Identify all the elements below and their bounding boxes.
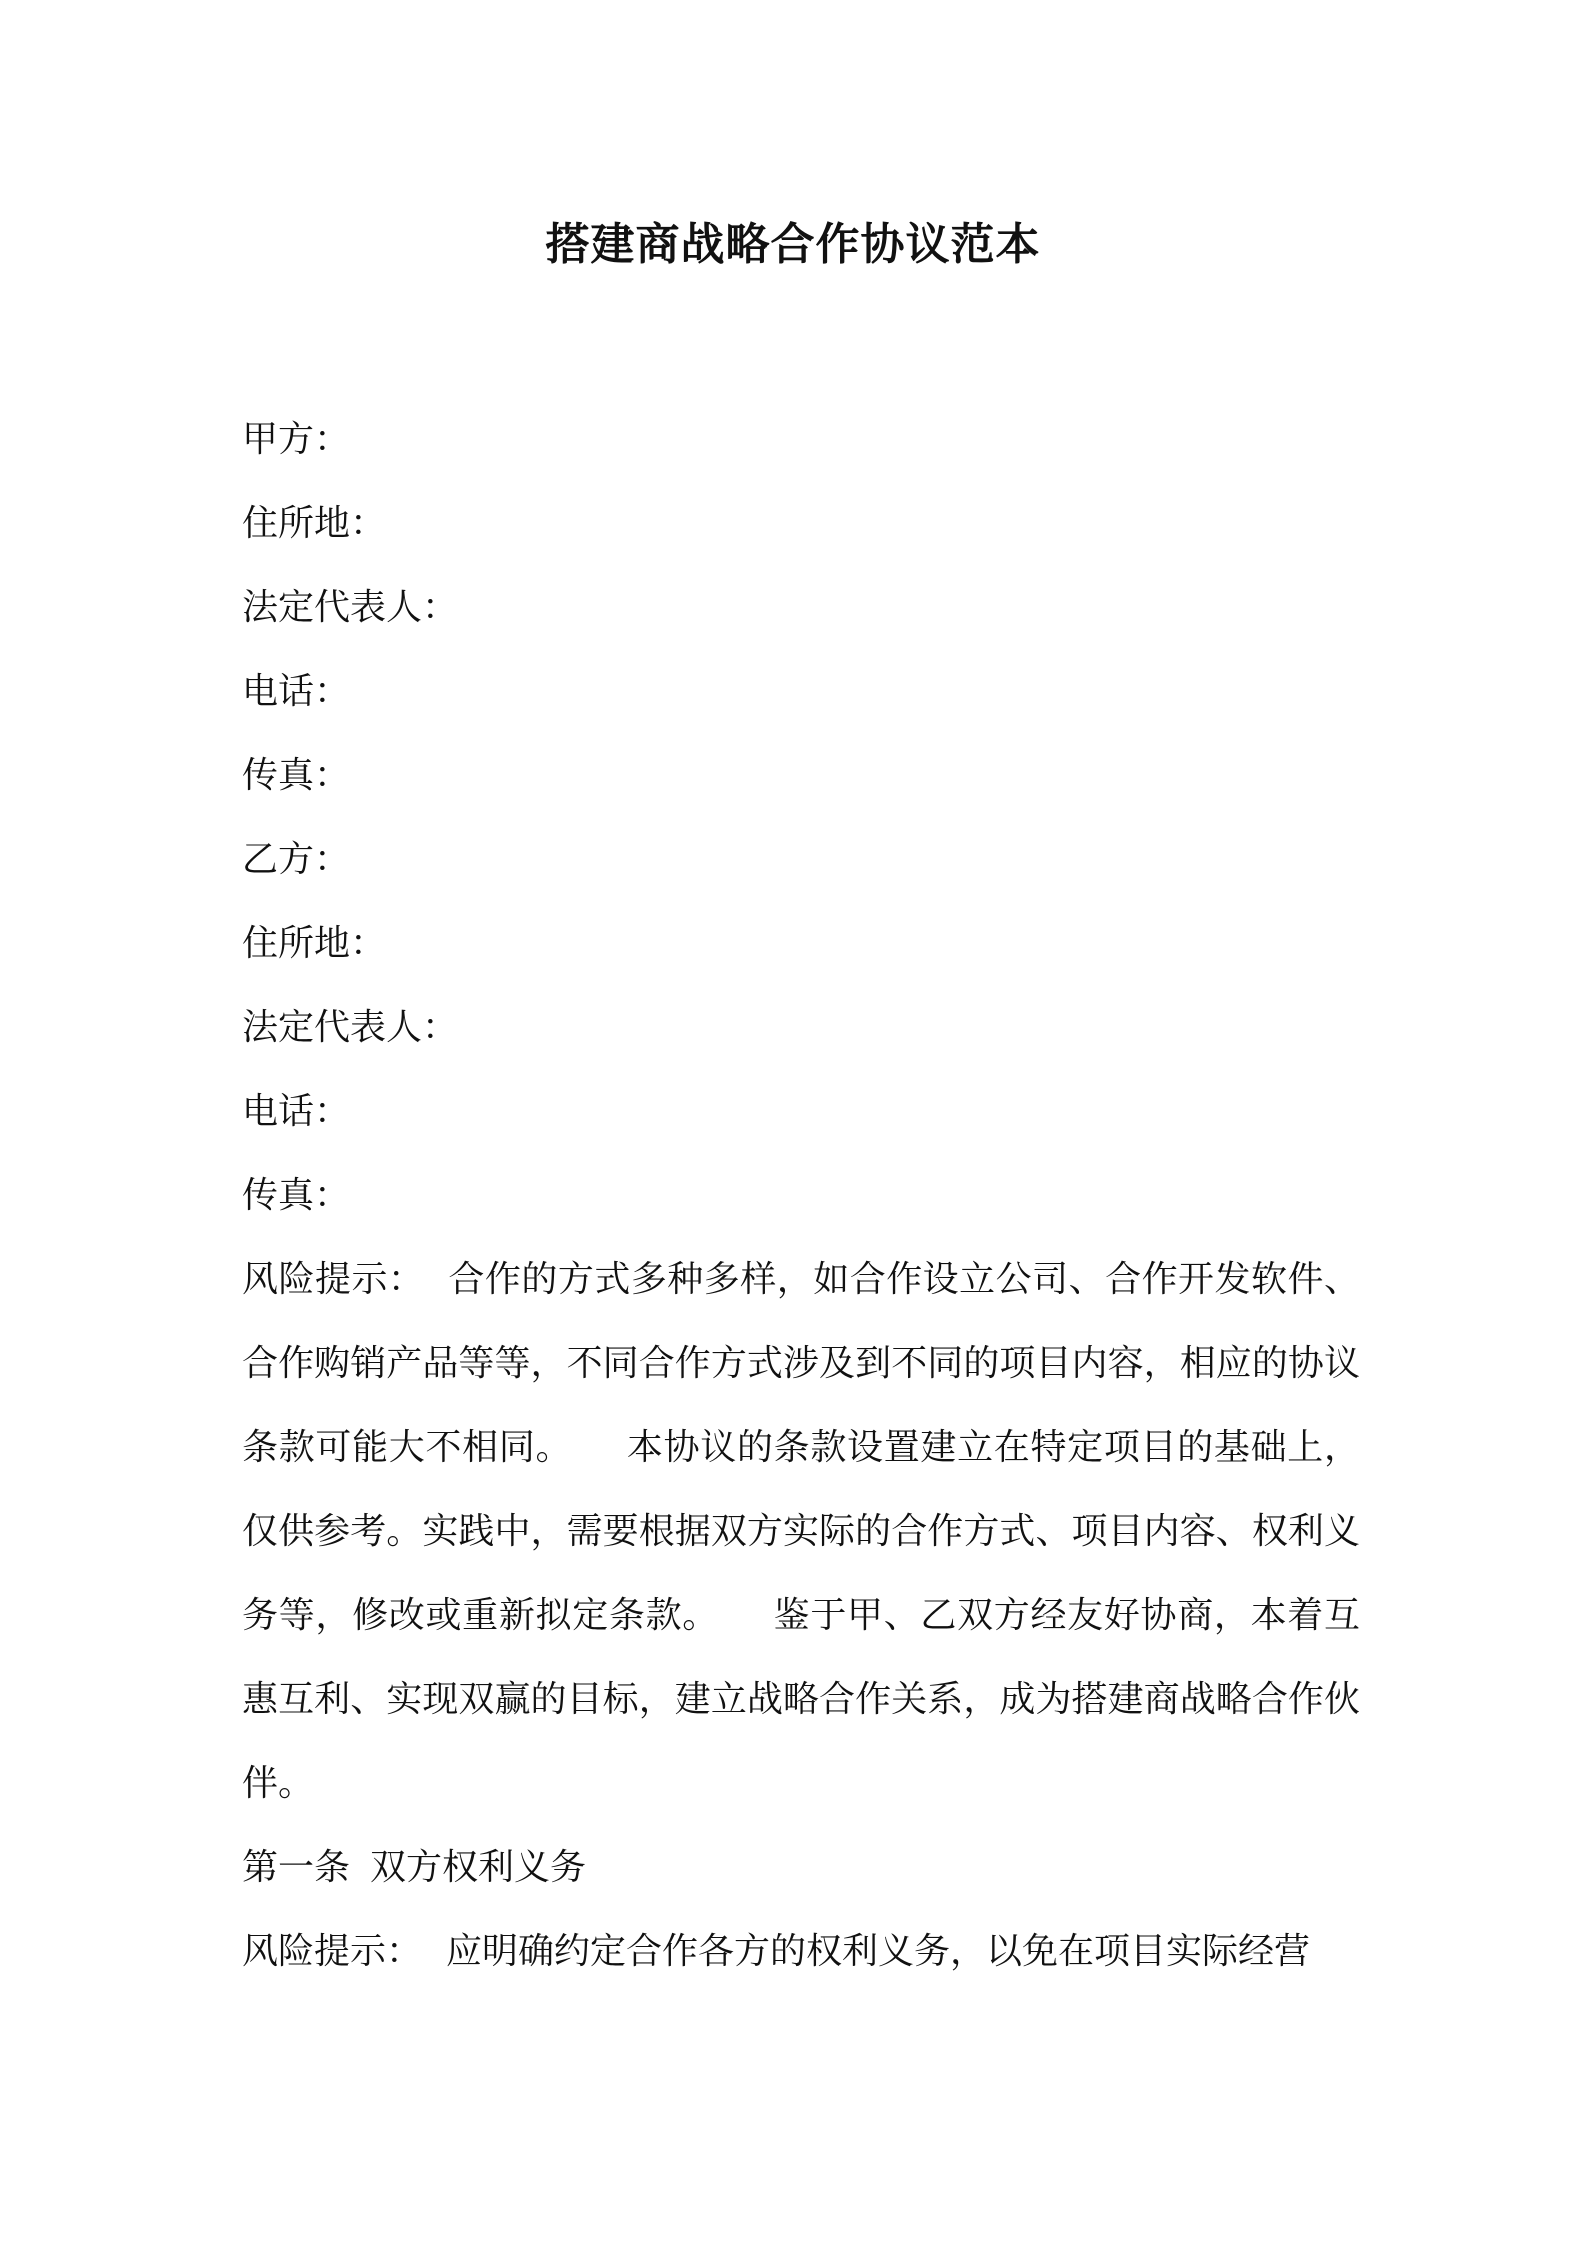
party-b-name-label: 乙方： (242, 839, 351, 880)
risk-notice-label: 风险提示： (242, 1259, 425, 1300)
risk-notice-text-2: 本协议的条款设置建立在特定项目的基础上，仅供参考。实践中，需要根据双方实际的合作方式、项目内容、权利义务等，修改或重新拟定条款。 (242, 1427, 1360, 1636)
article-1-heading (242, 1826, 1360, 1910)
risk-notice-2-text: 应明确约定合作各方的权利义务，以免在项目实际经营 (446, 1931, 1311, 1972)
party-a-legal-rep-label: 法定代表人： (242, 587, 459, 628)
risk-notice-text-1: 合作的方式多种多样，如合作设立公司、合作开发软件、合作购销产品等等，不同合作方式涉及到不同的项目内容，相应的协议条款可能大不相同。 (242, 1259, 1360, 1468)
party-b-fax-label: 传真： (242, 1175, 351, 1216)
party-a-address-label: 住所地： (242, 503, 387, 544)
party-a-fax-label: 传真： (242, 755, 351, 796)
party-b-address-label: 住所地： (242, 923, 387, 964)
party-b-phone-label: 电话： (242, 1091, 351, 1132)
party-b-legal-rep-label: 法定代表人： (242, 1007, 459, 1048)
risk-notice-paragraph (242, 1238, 1360, 1826)
risk-notice-2-label: 风险提示： (242, 1931, 423, 1972)
party-a-phone-label: 电话： (242, 671, 351, 712)
article-1-number: 第一条 (242, 1847, 351, 1888)
document-body (242, 398, 1360, 1994)
party-a-name-label: 甲方： (242, 419, 351, 460)
risk-notice-2-paragraph (242, 1910, 1360, 1994)
article-1-title: 双方权利义务 (370, 1847, 587, 1888)
document-title: 搭建商战略合作协议范本 (545, 219, 1041, 270)
risk-notice-text-3: 鉴于甲、乙双方经友好协商，本着互惠互利、实现双赢的目标，建立战略合作关系，成为搭建商战略合作伙伴。 (242, 1595, 1360, 1804)
